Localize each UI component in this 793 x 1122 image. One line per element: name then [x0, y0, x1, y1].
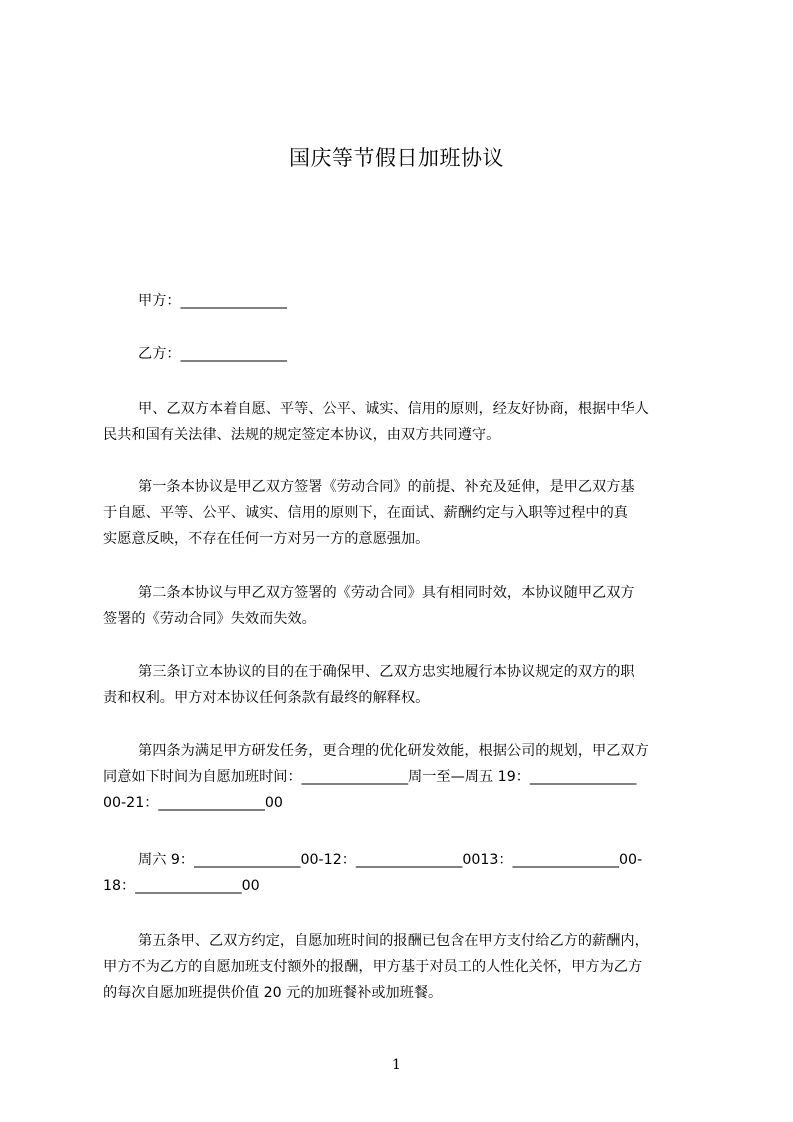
paragraph-line: 18：_______________00: [103, 878, 260, 894]
paragraph-line: 第二条本协议与甲乙双方签署的《劳动合同》具有相同时效，本协议随甲乙双方: [138, 585, 635, 601]
party-a-line: [103, 288, 701, 314]
paragraph-line: 甲、乙双方本着自愿、平等、公平、诚实、信用的原则，经友好协商，根据中华人: [138, 401, 649, 417]
paragraph-line: 民共和国有关法律、法规的规定签定本协议，由双方共同遵守。: [103, 427, 501, 443]
paragraph-line: 签署的《劳动合同》失效而失效。: [103, 611, 316, 627]
paragraph-line: 第一条本协议是甲乙双方签署《劳动合同》的前提、补充及延伸，是甲乙双方基: [138, 479, 635, 495]
paragraph-line: 的每次自愿加班提供价值 20 元的加班餐补或加班餐。: [103, 985, 443, 1001]
paragraph-article-2: [103, 580, 701, 632]
paragraph-preamble: [103, 396, 701, 448]
paragraph-article-3: [103, 659, 701, 711]
paragraph-line: 第五条甲、乙双方约定，自愿加班时间的报酬已包含在甲方支付给乙方的薪酬内，: [138, 933, 649, 949]
paragraph-line: 实愿意反映，不存在任何一方对另一方的意愿强加。: [103, 531, 430, 547]
paragraph-line: 同意如下时间为自愿加班时间：_______________周一至—周五 19：_______________: [103, 769, 637, 785]
paragraph-line: 于自愿、平等、公平、诚实、信用的原则下，在面试、薪酬约定与入职等过程中的真: [103, 505, 628, 521]
party-b-line: [103, 341, 701, 367]
party-b-text: 乙方：_______________: [138, 346, 287, 362]
party-a-text: 甲方：_______________: [138, 293, 287, 309]
paragraph-line: 第三条订立本协议的目的在于确保甲、乙双方忠实地履行本协议规定的双方的职: [138, 664, 635, 680]
page-number: 1: [392, 1057, 401, 1073]
paragraph-line: 责和权利。甲方对本协议任何条款有最终的解释权。: [103, 690, 430, 706]
paragraph-line: 周六 9：_______________00-12：_______________0013：_______________00-: [138, 852, 643, 868]
paragraph-line: 第四条为满足甲方研发任务，更合理的优化研发效能，根据公司的规划，甲乙双方: [138, 743, 649, 759]
paragraph-article-5: [103, 928, 701, 1006]
paragraph-saturday-hours: [103, 847, 701, 899]
paragraph-line: 00-21：_______________00: [103, 795, 283, 811]
paragraph-article-1: [103, 474, 701, 552]
paragraph-article-4: [103, 738, 701, 816]
document-title: 国庆等节假日加班协议: [289, 146, 504, 170]
paragraph-line: 甲方不为乙方的自愿加班支付额外的报酬，甲方基于对员工的人性化关怀，甲方为乙方: [103, 959, 643, 975]
